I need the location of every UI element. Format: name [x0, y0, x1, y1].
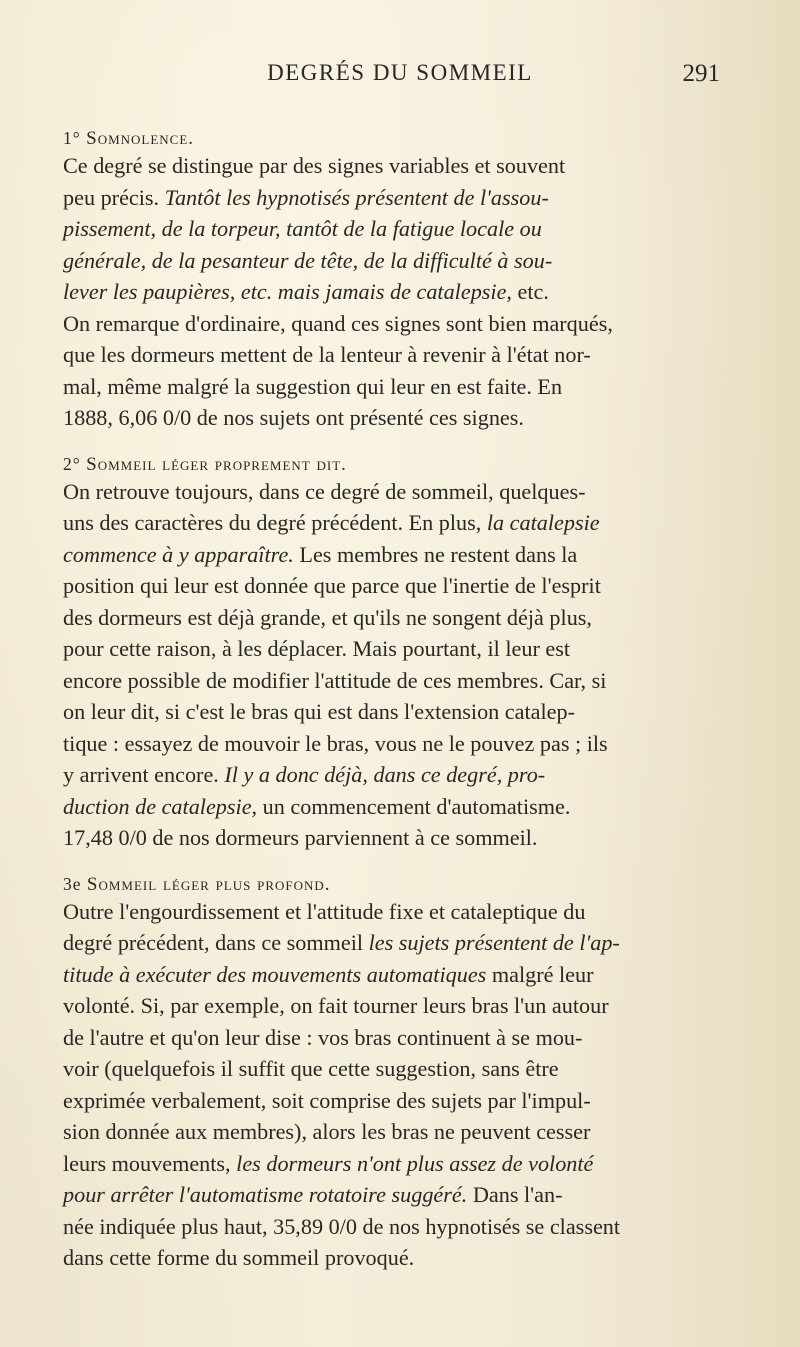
italic-text: lever les paupières, etc. mais jamais de catalepsie, [63, 279, 512, 304]
text-run: Ce degré se distingue par des signes variables et souvent [63, 153, 566, 178]
text-line [63, 182, 730, 214]
running-title: DEGRÉS DU SOMMEIL [267, 60, 533, 85]
text-run: 1888, 6,06 0/0 de nos sujets ont présenté ces signes. [63, 405, 524, 430]
text-line [63, 276, 730, 308]
text-run: peu précis. [63, 184, 165, 210]
text-line [63, 371, 730, 403]
text-line [63, 1179, 730, 1211]
page-number: 291 [682, 60, 720, 87]
section-number: 2° [63, 453, 81, 474]
text-line [63, 665, 730, 697]
italic-text: les sujets présentent de l'ap- [368, 930, 620, 955]
text-line [63, 213, 730, 245]
text-line [63, 245, 730, 277]
text-run: des dormeurs est déjà grande, et qu'ils ne songent déjà plus, [63, 604, 592, 630]
text-run: née indiquée plus haut, 35,89 0/0 de nos hypnotisés se classent [63, 1213, 621, 1239]
text-run: On retrouve toujours, dans ce degré de sommeil, quelques- [63, 478, 586, 504]
text-run: Les membres ne restent dans la [293, 541, 578, 567]
text-run: de l'autre et qu'on leur dise : vos bras continuent à se mou- [63, 1024, 583, 1050]
italic-text: duction de catalepsie, [63, 793, 258, 819]
page-header [0, 60, 800, 94]
text-run: etc. [511, 279, 549, 304]
section-title: Sommeil léger proprement dit. [86, 453, 347, 475]
text-line [63, 822, 730, 854]
italic-text: les dormeurs n'ont plus assez de volonté [236, 1150, 594, 1176]
paragraph [50, 150, 730, 434]
text-run: un commencement d'automatisme. [257, 793, 571, 819]
section-heading [50, 128, 730, 150]
paragraph [50, 476, 730, 854]
text-run: tique : essayez de mouvoir le bras, vous ne le pouvez pas ; ils [63, 730, 608, 756]
page-body [50, 108, 730, 1274]
text-line [63, 791, 730, 823]
text-line [63, 728, 730, 760]
italic-text: Il y a donc déjà, dans ce degré, pro- [224, 762, 546, 787]
text-run: exprimée verbalement, soit comprise des sujets par l'impul- [63, 1087, 591, 1113]
text-run: dans cette forme du sommeil provoqué. [63, 1245, 415, 1270]
text-line [63, 402, 730, 434]
text-line [63, 696, 730, 728]
text-run: encore possible de modifier l'attitude de ces membres. Car, si [63, 667, 607, 693]
text-run: degré précédent, dans ce sommeil [63, 930, 369, 955]
text-line [63, 759, 730, 791]
italic-text: générale, de la pesanteur de tête, de la difficulté à sou- [63, 247, 553, 273]
italic-text: pour arrêter l'automatisme rotatoire suggéré. [63, 1182, 468, 1207]
text-run: On remarque d'ordinaire, quand ces signes sont bien marqués, [63, 310, 613, 336]
text-line [63, 507, 730, 539]
italic-text: titude à exécuter des mouvements automatiques [63, 961, 487, 987]
text-line [63, 570, 730, 602]
section-title: Sommeil léger plus profond. [86, 873, 331, 895]
section-title: Somnolence. [86, 128, 195, 149]
text-line [63, 1148, 730, 1180]
text-line [63, 339, 730, 371]
text-line [63, 896, 730, 928]
italic-text: commence à y apparaître. [63, 541, 294, 567]
text-line [63, 1242, 730, 1274]
text-run: que les dormeurs mettent de la lenteur à revenir à l'état nor- [63, 342, 591, 367]
text-run: sion donnée aux membres), alors les bras ne peuvent cesser [63, 1119, 591, 1144]
text-run: y arrivent encore. [63, 762, 225, 787]
text-run: leurs mouvements, [63, 1150, 237, 1176]
section-number: 1° [63, 128, 81, 148]
text-line [63, 1211, 730, 1243]
text-line [63, 1116, 730, 1148]
italic-text: la catalepsie [486, 510, 600, 535]
text-line [63, 990, 730, 1022]
text-line [63, 633, 730, 665]
section-heading [50, 874, 730, 896]
text-run: Outre l'engourdissement et l'attitude fixe et cataleptique du [63, 898, 586, 924]
section-number: 3e [63, 873, 82, 894]
italic-text: pissement, de la torpeur, tantôt de la fatigue locale ou [63, 216, 542, 241]
text-line [63, 959, 730, 991]
text-run: volonté. Si, par exemple, on fait tourner leurs bras l'un autour [63, 993, 609, 1018]
text-line [63, 476, 730, 508]
text-run: voir (quelquefois il suffit que cette suggestion, sans être [63, 1056, 559, 1081]
text-run: mal, même malgré la suggestion qui leur en est faite. En [63, 373, 563, 399]
text-line [63, 1022, 730, 1054]
text-run: pour cette raison, à les déplacer. Mais pourtant, il leur est [63, 636, 571, 661]
paragraph [50, 896, 730, 1274]
text-line [63, 308, 730, 340]
text-line [63, 927, 730, 959]
text-run: malgré leur [486, 961, 594, 987]
text-line [63, 1053, 730, 1085]
text-run: position qui leur est donnée que parce que l'inertie de l'esprit [63, 573, 601, 598]
text-run: uns des caractères du degré précédent. En plus, [63, 510, 487, 535]
text-run: 17,48 0/0 de nos dormeurs parviennent à ce sommeil. [63, 825, 538, 850]
section-heading [50, 454, 730, 476]
text-line [63, 150, 730, 182]
text-run: Dans l'an- [467, 1182, 563, 1207]
text-line [63, 539, 730, 571]
text-line [63, 602, 730, 634]
text-line [63, 1085, 730, 1117]
text-run: on leur dit, si c'est le bras qui est dans l'extension catalep- [63, 699, 576, 724]
italic-text: Tantôt les hypnotisés présentent de l'assou- [164, 184, 549, 210]
